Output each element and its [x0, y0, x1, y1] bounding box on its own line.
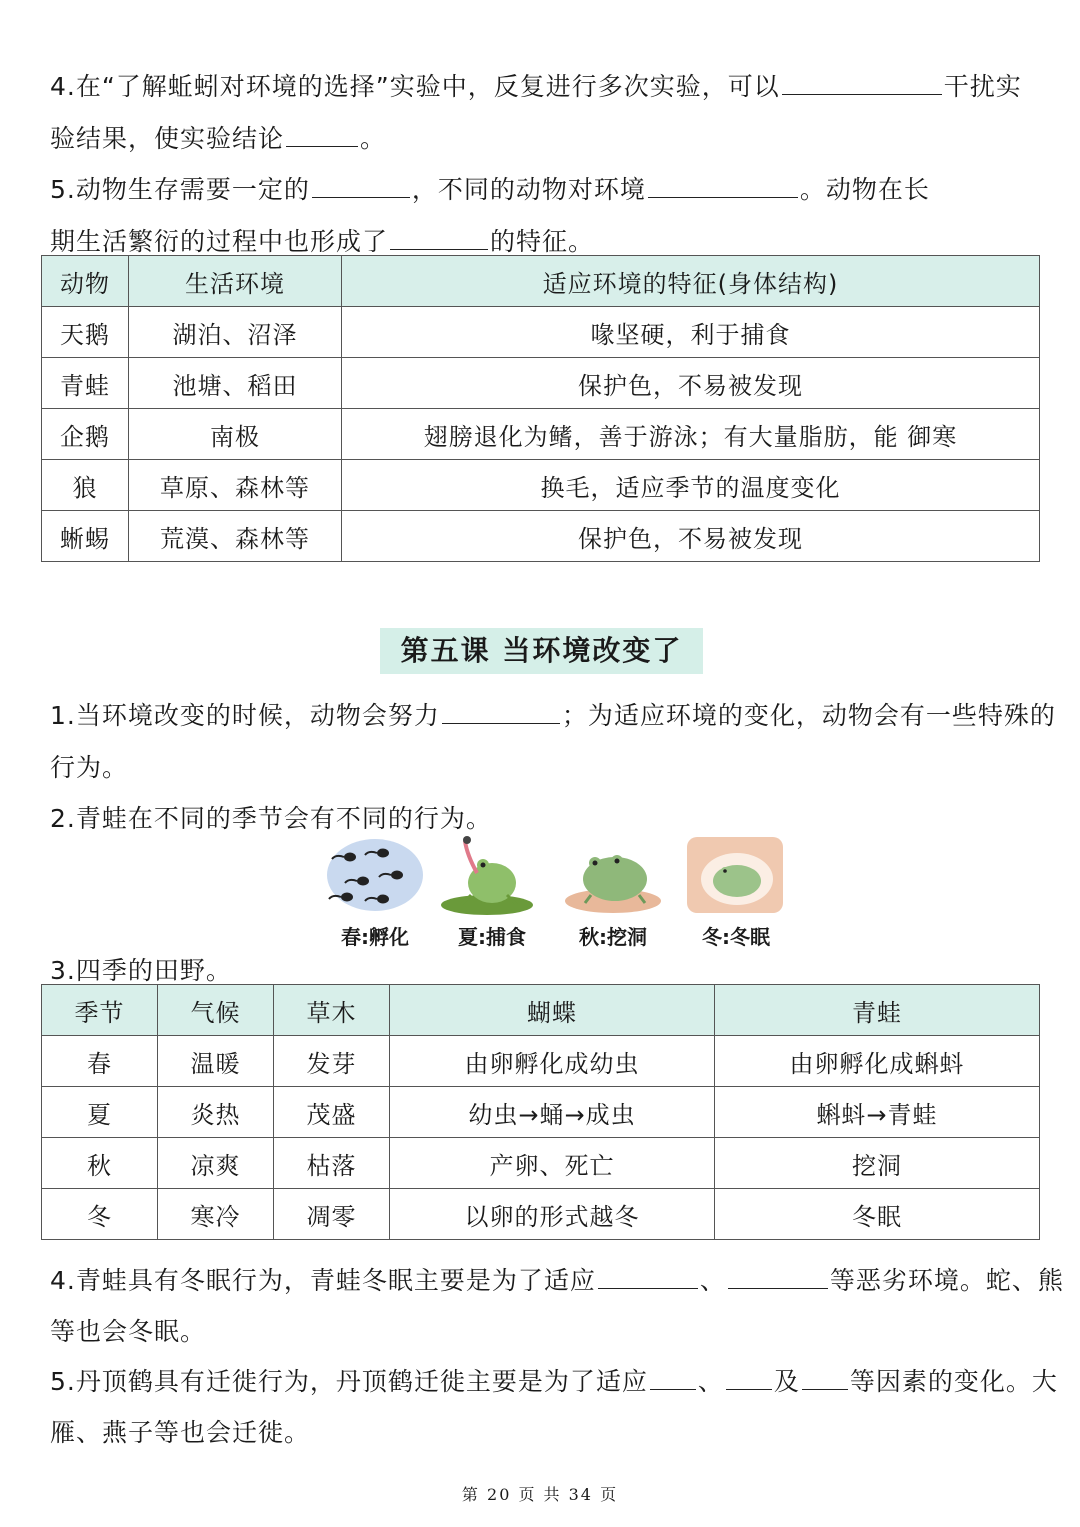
q5-text-c: 。动物在长 — [799, 175, 930, 204]
table-cell: 凋零 — [274, 1189, 390, 1240]
q5-text-a: 5.动物生存需要一定的 — [50, 175, 310, 204]
l5-q1-blank — [442, 701, 560, 724]
table-cell: 荒漠、森林等 — [129, 511, 342, 562]
table-cell: 保护色，不易被发现 — [342, 511, 1040, 562]
header-cell: 蝴蝶 — [390, 985, 715, 1036]
table-cell: 翅膀退化为鳍，善于游泳；有大量脂肪，能 御寒 — [342, 409, 1040, 460]
table-row — [42, 1138, 1040, 1189]
header-cell: 青蛙 — [715, 985, 1040, 1036]
q4-text-b: 干扰实 — [943, 72, 1022, 101]
l5-q5-text-b: 、 — [697, 1367, 724, 1396]
frog-catching-icon — [437, 835, 537, 915]
q5-blank-3 — [390, 227, 488, 250]
l5-q5-text-c: 及 — [773, 1367, 800, 1396]
q4-blank-1 — [782, 72, 942, 95]
header-cell: 草木 — [274, 985, 390, 1036]
l5-q4-text-c: 等恶劣环境。蛇、熊 — [829, 1266, 1064, 1295]
frog-season-illustrations — [325, 835, 785, 950]
table-cell: 茂盛 — [274, 1087, 390, 1138]
table-cell: 蜥蜴 — [42, 511, 129, 562]
q4-blank-2 — [286, 124, 358, 147]
table-row — [42, 358, 1040, 409]
table-row — [42, 460, 1040, 511]
table-cell: 挖洞 — [715, 1138, 1040, 1189]
table-cell: 幼虫→蛹→成虫 — [390, 1087, 715, 1138]
table-row — [42, 409, 1040, 460]
table-cell: 由卵孵化成蝌蚪 — [715, 1036, 1040, 1087]
l5-q4-text-b: 、 — [699, 1266, 726, 1295]
caption-winter: 冬:冬眠 — [702, 925, 770, 949]
l5-q1-line1 — [50, 696, 1056, 732]
l5-q4-blank-1 — [598, 1266, 698, 1289]
q4-text-c: 验结果，使实验结论 — [50, 124, 285, 153]
table-row — [42, 511, 1040, 562]
table-cell: 以卵的形式越冬 — [390, 1189, 715, 1240]
table-row — [42, 1189, 1040, 1240]
header-cell: 季节 — [42, 985, 158, 1036]
table-header-row — [42, 985, 1040, 1036]
q4-line1 — [50, 67, 1022, 103]
l5-q4-blank-2 — [728, 1266, 828, 1289]
animal-adaptation-table — [41, 255, 1040, 562]
l5-q1-text-a: 1.当环境改变的时候，动物会努力 — [50, 701, 440, 730]
q5-line2 — [50, 222, 594, 258]
l5-q5-blank-2 — [726, 1367, 772, 1390]
l5-q3: 3.四季的田野。 — [50, 956, 232, 985]
q4-text-d: 。 — [360, 124, 387, 153]
table-cell: 天鹅 — [42, 307, 129, 358]
q5-text-b: ，不同的动物对环境 — [411, 175, 646, 204]
table-cell: 温暖 — [158, 1036, 274, 1087]
table-row — [42, 1036, 1040, 1087]
table-cell: 池塘、稻田 — [129, 358, 342, 409]
table-header-row — [42, 256, 1040, 307]
header-cell: 动物 — [42, 256, 129, 307]
l5-q5-blank-3 — [802, 1367, 848, 1390]
seasons-table — [41, 984, 1040, 1240]
q5-blank-2 — [648, 175, 798, 198]
table-cell: 南极 — [129, 409, 342, 460]
table-cell: 枯落 — [274, 1138, 390, 1189]
header-cell: 适应环境的特征(身体结构) — [342, 256, 1040, 307]
table-cell: 喙坚硬，利于捕食 — [342, 307, 1040, 358]
l5-q5-text-d: 等因素的变化。大 — [849, 1367, 1058, 1396]
tadpoles-icon — [325, 835, 425, 915]
header-cell: 生活环境 — [129, 256, 342, 307]
table-cell: 炎热 — [158, 1087, 274, 1138]
l5-q1-line2: 行为。 — [50, 753, 129, 782]
table-cell: 青蛙 — [42, 358, 129, 409]
frog-hibernating-icon — [685, 835, 785, 915]
l5-q1-text-b: ；为适应环境的变化，动物会有一些特殊的 — [561, 701, 1056, 730]
l5-q5-text-a: 5.丹顶鹤具有迁徙行为，丹顶鹤迁徙主要是为了适应 — [50, 1367, 648, 1396]
q5-line1 — [50, 170, 930, 206]
table-cell: 草原、森林等 — [129, 460, 342, 511]
l5-q4-line2: 等也会冬眠。 — [50, 1317, 207, 1346]
table-cell: 夏 — [42, 1087, 158, 1138]
table-cell: 冬 — [42, 1189, 158, 1240]
table-cell: 秋 — [42, 1138, 158, 1189]
table-row — [42, 307, 1040, 358]
table-row — [42, 1087, 1040, 1138]
q4-line2 — [50, 119, 386, 155]
caption-autumn: 秋:挖洞 — [579, 925, 647, 949]
l5-q5-blank-1 — [650, 1367, 696, 1390]
l5-q5-line2: 雁、燕子等也会迁徙。 — [50, 1418, 311, 1447]
frog-digging-icon — [563, 835, 663, 915]
table-cell: 产卵、死亡 — [390, 1138, 715, 1189]
table-cell: 由卵孵化成幼虫 — [390, 1036, 715, 1087]
table-cell: 蝌蚪→青蛙 — [715, 1087, 1040, 1138]
table-cell: 发芽 — [274, 1036, 390, 1087]
caption-summer: 夏:捕食 — [458, 925, 526, 949]
table-cell: 凉爽 — [158, 1138, 274, 1189]
table-cell: 保护色，不易被发现 — [342, 358, 1040, 409]
caption-spring: 春:孵化 — [341, 925, 409, 949]
table-cell: 春 — [42, 1036, 158, 1087]
q5-text-d: 期生活繁衍的过程中也形成了 — [50, 227, 389, 256]
l5-q2: 2.青蛙在不同的季节会有不同的行为。 — [50, 804, 492, 833]
table-cell: 湖泊、沼泽 — [129, 307, 342, 358]
table-cell: 寒冷 — [158, 1189, 274, 1240]
table-cell: 冬眠 — [715, 1189, 1040, 1240]
header-cell: 气候 — [158, 985, 274, 1036]
l5-q5-line1 — [50, 1362, 1058, 1398]
l5-q4-text-a: 4.青蛙具有冬眠行为，青蛙冬眠主要是为了适应 — [50, 1266, 596, 1295]
table-cell: 换毛，适应季节的温度变化 — [342, 460, 1040, 511]
l5-q4-line1 — [50, 1261, 1064, 1297]
table-cell: 狼 — [42, 460, 129, 511]
q4-text-a: 4.在“了解蚯蚓对环境的选择”实验中，反复进行多次实验，可以 — [50, 72, 780, 101]
lesson-title: 第五课 当环境改变了 — [380, 628, 703, 674]
q5-text-e: 的特征。 — [490, 227, 595, 256]
table-cell: 企鹅 — [42, 409, 129, 460]
page-footer: 第 20 页 共 34 页 — [461, 1485, 619, 1504]
q5-blank-1 — [312, 175, 410, 198]
